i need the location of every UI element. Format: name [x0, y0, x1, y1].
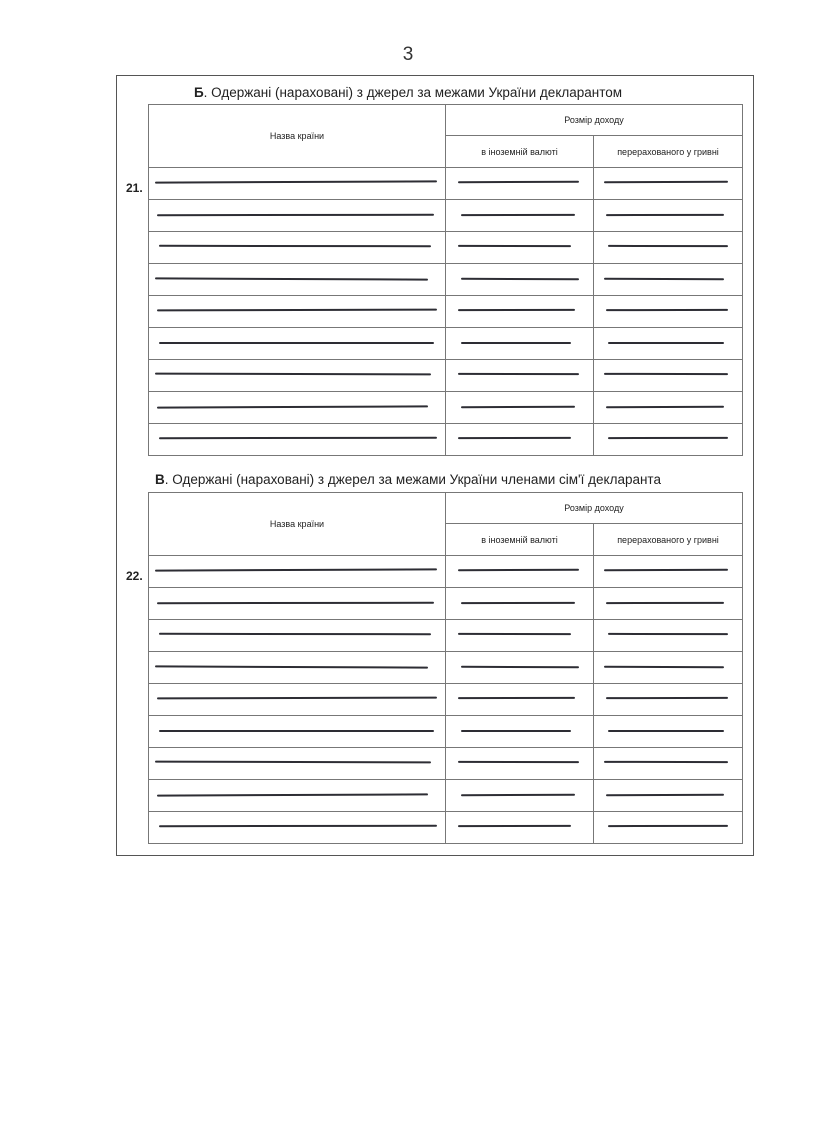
table-row: [149, 360, 743, 392]
strike-line: [458, 697, 575, 699]
section-b-letter: Б: [193, 85, 204, 100]
strike-line: [604, 569, 728, 572]
strike-line: [458, 181, 579, 184]
uah-cell: [594, 716, 743, 748]
strike-line: [608, 730, 724, 732]
uah-cell: [594, 684, 743, 716]
strike-line: [155, 761, 431, 764]
section-b-table: [148, 104, 743, 456]
table-row: [149, 168, 743, 200]
foreign-currency-cell: [446, 264, 594, 296]
uah-cell: [594, 264, 743, 296]
table-row: [149, 748, 743, 780]
foreign-currency-cell: [446, 812, 594, 844]
strike-line: [159, 342, 434, 344]
strike-line: [155, 277, 428, 280]
table-row: [149, 780, 743, 812]
table-row: [149, 264, 743, 296]
uah-header: перерахованого у гривні: [594, 524, 743, 556]
foreign-currency-cell: [446, 168, 594, 200]
strike-line: [155, 180, 437, 183]
country-header: Назва країни: [149, 493, 446, 556]
foreign-currency-cell: [446, 716, 594, 748]
foreign-currency-cell: [446, 424, 594, 456]
country-cell: [149, 168, 446, 200]
foreign-currency-cell: [446, 780, 594, 812]
strike-line: [458, 825, 571, 827]
country-cell: [149, 652, 446, 684]
strike-line: [157, 405, 428, 408]
country-cell: [149, 264, 446, 296]
strike-line: [461, 666, 579, 668]
strike-line: [157, 214, 434, 216]
page-number: 3: [402, 44, 414, 65]
uah-cell: [594, 360, 743, 392]
strike-line: [155, 373, 431, 376]
strike-line: [159, 825, 437, 827]
country-cell: [149, 232, 446, 264]
strike-line: [155, 568, 437, 571]
strike-line: [604, 278, 724, 281]
strike-line: [458, 633, 571, 635]
foreign-currency-cell: [446, 232, 594, 264]
country-cell: [149, 812, 446, 844]
strike-line: [604, 761, 728, 763]
foreign-currency-cell: [446, 748, 594, 780]
foreign-currency-cell: [446, 296, 594, 328]
uah-cell: [594, 748, 743, 780]
strike-line: [461, 406, 575, 408]
table-row: [149, 716, 743, 748]
country-cell: [149, 780, 446, 812]
strike-line: [461, 342, 571, 344]
foreign-currency-cell: [446, 200, 594, 232]
foreign-currency-cell: [446, 556, 594, 588]
strike-line: [604, 666, 724, 669]
uah-cell: [594, 652, 743, 684]
strike-line: [458, 373, 579, 375]
table-row: [149, 684, 743, 716]
strike-line: [608, 825, 728, 827]
section-b-title: [0, 85, 816, 100]
strike-line: [159, 633, 431, 635]
table-row: [149, 620, 743, 652]
strike-line: [458, 245, 571, 247]
section-b-row-number: 21.: [126, 181, 143, 195]
strike-line: [608, 342, 724, 344]
table-row: [149, 232, 743, 264]
foreign-currency-cell: [446, 392, 594, 424]
strike-line: [157, 309, 437, 312]
foreign-currency-cell: [446, 684, 594, 716]
strike-line: [604, 373, 728, 375]
uah-cell: [594, 328, 743, 360]
section-v-title: [0, 472, 816, 487]
foreign-currency-cell: [446, 328, 594, 360]
section-v-table: [148, 492, 743, 844]
country-cell: [149, 588, 446, 620]
uah-cell: [594, 424, 743, 456]
section-v-row-number: 22.: [126, 569, 143, 583]
strike-line: [159, 245, 431, 247]
uah-cell: [594, 588, 743, 620]
table-row: [149, 556, 743, 588]
country-cell: [149, 620, 446, 652]
strike-line: [461, 730, 571, 732]
table-row: [149, 296, 743, 328]
table-row: [149, 424, 743, 456]
uah-cell: [594, 556, 743, 588]
foreign-currency-cell: [446, 360, 594, 392]
foreign-currency-cell: [446, 588, 594, 620]
section-v-letter: В: [155, 472, 165, 487]
uah-cell: [594, 232, 743, 264]
foreign-currency-header: в іноземній валюті: [446, 136, 594, 168]
strike-line: [458, 437, 571, 439]
country-cell: [149, 360, 446, 392]
strike-line: [461, 794, 575, 796]
income-header: Розмір доходу: [446, 493, 743, 524]
strike-line: [157, 793, 428, 796]
uah-header: перерахованого у гривні: [594, 136, 743, 168]
uah-cell: [594, 812, 743, 844]
strike-line: [159, 437, 437, 439]
table-row: [149, 200, 743, 232]
country-cell: [149, 556, 446, 588]
section-v-title-text: . Одержані (нараховані) з джерел за межами України членами сім'ї декларанта: [164, 472, 661, 487]
strike-line: [606, 406, 724, 408]
country-cell: [149, 296, 446, 328]
section-b-title-text: . Одержані (нараховані) з джерел за межами України декларантом: [203, 85, 623, 100]
table-row: [149, 652, 743, 684]
table-row: [149, 588, 743, 620]
uah-cell: [594, 620, 743, 652]
country-header: Назва країни: [149, 105, 446, 168]
uah-cell: [594, 168, 743, 200]
income-header: Розмір доходу: [446, 105, 743, 136]
table-row: [149, 812, 743, 844]
table-row: [149, 392, 743, 424]
uah-cell: [594, 296, 743, 328]
strike-line: [606, 214, 724, 216]
strike-line: [608, 633, 728, 635]
uah-cell: [594, 780, 743, 812]
strike-line: [458, 309, 575, 311]
strike-line: [159, 730, 434, 732]
uah-cell: [594, 200, 743, 232]
foreign-currency-header: в іноземній валюті: [446, 524, 594, 556]
country-cell: [149, 748, 446, 780]
strike-line: [606, 697, 728, 699]
country-cell: [149, 716, 446, 748]
strike-line: [155, 665, 428, 668]
table-row: [149, 328, 743, 360]
uah-cell: [594, 392, 743, 424]
country-cell: [149, 200, 446, 232]
strike-line: [458, 761, 579, 763]
strike-line: [461, 278, 579, 280]
strike-line: [608, 437, 728, 439]
country-cell: [149, 328, 446, 360]
country-cell: [149, 392, 446, 424]
strike-line: [461, 602, 575, 604]
country-cell: [149, 684, 446, 716]
foreign-currency-cell: [446, 620, 594, 652]
country-cell: [149, 424, 446, 456]
strike-line: [461, 214, 575, 216]
strike-line: [606, 309, 728, 311]
strike-line: [458, 569, 579, 572]
strike-line: [604, 181, 728, 184]
strike-line: [606, 602, 724, 604]
strike-line: [608, 245, 728, 247]
strike-line: [606, 794, 724, 796]
strike-line: [157, 697, 437, 700]
strike-line: [157, 602, 434, 604]
foreign-currency-cell: [446, 652, 594, 684]
